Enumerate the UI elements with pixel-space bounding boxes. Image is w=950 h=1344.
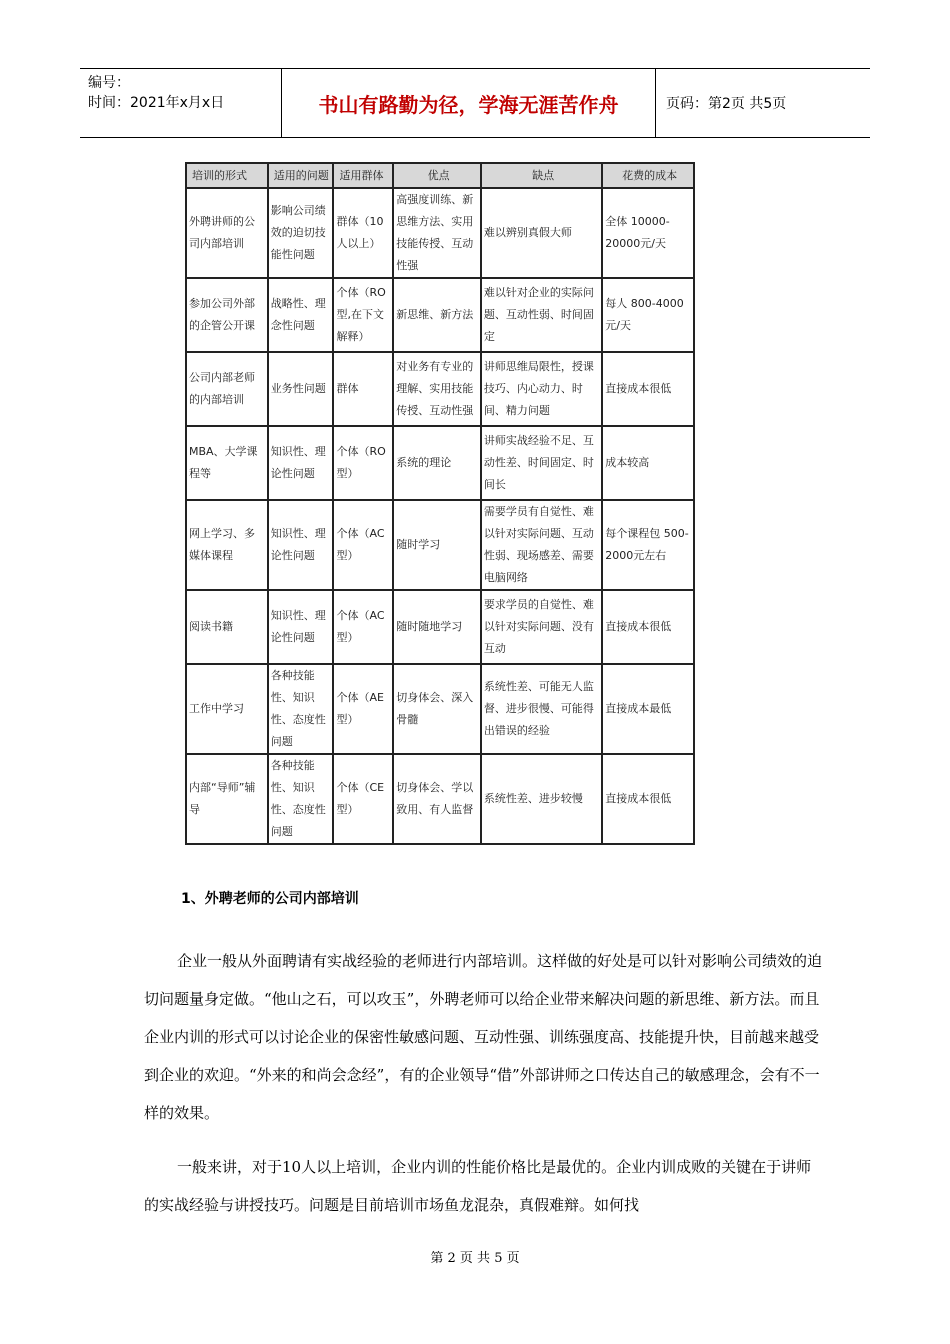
table-cell: 直接成本很低 — [602, 754, 694, 844]
section-title: 1、外聘老师的公司内部培训 — [181, 891, 359, 907]
paragraph: 企业一般从外面聘请有实战经验的老师进行内部培训。这样做的好处是可以针对影响公司绩效的迫切问题量身定做。“他山之石，可以攻玉”，外聘老师可以给企业带来解决问题的新思维、新方法。而且企业内训的形式可以讨论企业的保密性敏感问题、互动性强、训练强度高、技能提升快，目前越来越受到企业的欢迎。“外来的和尚会念经”，有的企业领导“借”外部讲师之口传达自己的敏感理念，会有不一样的效果。 — [144, 952, 823, 1122]
table-cell: 阅读书籍 — [186, 590, 268, 664]
table-cell: 各种技能性、知识性、态度性问题 — [268, 754, 334, 844]
table-row — [186, 500, 694, 590]
col-header: 缺点 — [481, 163, 602, 188]
table-cell: 工作中学习 — [186, 664, 268, 754]
table-cell: 各种技能性、知识性、态度性问题 — [268, 664, 334, 754]
training-comparison-table — [185, 162, 695, 845]
table-cell: 高强度训练、新思维方法、实用技能传授、互动性强 — [393, 188, 481, 278]
table-cell: 难以辨别真假大师 — [481, 188, 602, 278]
table-cell: 直接成本最低 — [602, 664, 694, 754]
col-header: 适用的问题 — [268, 163, 334, 188]
table-cell: 个体（AC型） — [333, 500, 393, 590]
paragraph: 一般来讲，对于10人以上培训，企业内训的性能价格比是最优的。企业内训成败的关键在于讲师的实战经验与讲授技巧。问题是目前培训市场鱼龙混杂，真假难辩。如何找 — [144, 1158, 812, 1214]
col-header: 花费的成本 — [602, 163, 694, 188]
table-cell: 随时学习 — [393, 500, 481, 590]
table-cell: 每人 800-4000元/天 — [602, 278, 694, 352]
table-cell: 外聘讲师的公司内部培训 — [186, 188, 268, 278]
table-cell: 难以针对企业的实际问题、互动性弱、时间固定 — [481, 278, 602, 352]
table-cell: 系统的理论 — [393, 426, 481, 500]
table-cell: 切身体会、学以致用、有人监督 — [393, 754, 481, 844]
time-label: 时间：2021年x月x日 — [88, 95, 225, 111]
table-cell: 讲师实战经验不足、互动性差、时间固定、时间长 — [481, 426, 602, 500]
table-cell: 战略性、理念性问题 — [268, 278, 334, 352]
table-cell: 知识性、理论性问题 — [268, 500, 334, 590]
table-cell: 个体（AE型） — [333, 664, 393, 754]
table-cell: 要求学员的自觉性、难以针对实际问题、没有互动 — [481, 590, 602, 664]
page-footer: 第 2 页 共 5 页 — [430, 1251, 520, 1266]
table-row — [186, 278, 694, 352]
table-cell: 影响公司绩效的迫切技能性问题 — [268, 188, 334, 278]
table-row — [186, 426, 694, 500]
header-page-label: 页码：第2页 共5页 — [666, 96, 787, 112]
table-cell: 公司内部老师的内部培训 — [186, 352, 268, 426]
table-cell: 每个课程包 500-2000元左右 — [602, 500, 694, 590]
table-cell: 知识性、理论性问题 — [268, 426, 334, 500]
table-cell: 直接成本很低 — [602, 352, 694, 426]
table-cell: 群体 — [333, 352, 393, 426]
table-cell: 直接成本很低 — [602, 590, 694, 664]
table-row — [186, 188, 694, 278]
table-row — [186, 590, 694, 664]
header-motto: 书山有路勤为径，学海无涯苦作舟 — [282, 69, 656, 137]
page-header — [80, 68, 870, 138]
number-label: 编号： — [88, 75, 130, 91]
col-header: 适用群体 — [333, 163, 393, 188]
table-cell: 系统性差、进步较慢 — [481, 754, 602, 844]
table-cell: 成本较高 — [602, 426, 694, 500]
table-cell: MBA、大学课程等 — [186, 426, 268, 500]
table-cell: 切身体会、深入骨髓 — [393, 664, 481, 754]
table-cell: 知识性、理论性问题 — [268, 590, 334, 664]
table-cell: 系统性差、可能无人监督、进步很慢、可能得出错误的经验 — [481, 664, 602, 754]
table-cell: 个体（RO型） — [333, 426, 393, 500]
table-cell: 需要学员有自觉性、难以针对实际问题、互动性弱、现场感差、需要电脑网络 — [481, 500, 602, 590]
table-cell: 群体（10人以上） — [333, 188, 393, 278]
header-meta — [80, 69, 282, 137]
table-cell: 业务性问题 — [268, 352, 334, 426]
table-cell: 参加公司外部的企管公开课 — [186, 278, 268, 352]
table-cell: 全体 10000-20000元/天 — [602, 188, 694, 278]
table-cell: 网上学习、多媒体课程 — [186, 500, 268, 590]
col-header: 优点 — [393, 163, 481, 188]
table-row — [186, 664, 694, 754]
table-cell: 对业务有专业的理解、实用技能传授、互动性强 — [393, 352, 481, 426]
table-cell: 个体（CE型） — [333, 754, 393, 844]
table-cell: 随时随地学习 — [393, 590, 481, 664]
table-cell: 个体（RO型,在下文解释） — [333, 278, 393, 352]
table-row — [186, 352, 694, 426]
table-cell: 新思维、新方法 — [393, 278, 481, 352]
table-cell: 内部“导师”辅导 — [186, 754, 268, 844]
table-cell: 讲师思维局限性，授课技巧、内心动力、时间、精力问题 — [481, 352, 602, 426]
table-header-row — [186, 163, 694, 188]
col-header: 培训的形式 — [186, 163, 268, 188]
table-cell: 个体（AC型） — [333, 590, 393, 664]
table-row — [186, 754, 694, 844]
